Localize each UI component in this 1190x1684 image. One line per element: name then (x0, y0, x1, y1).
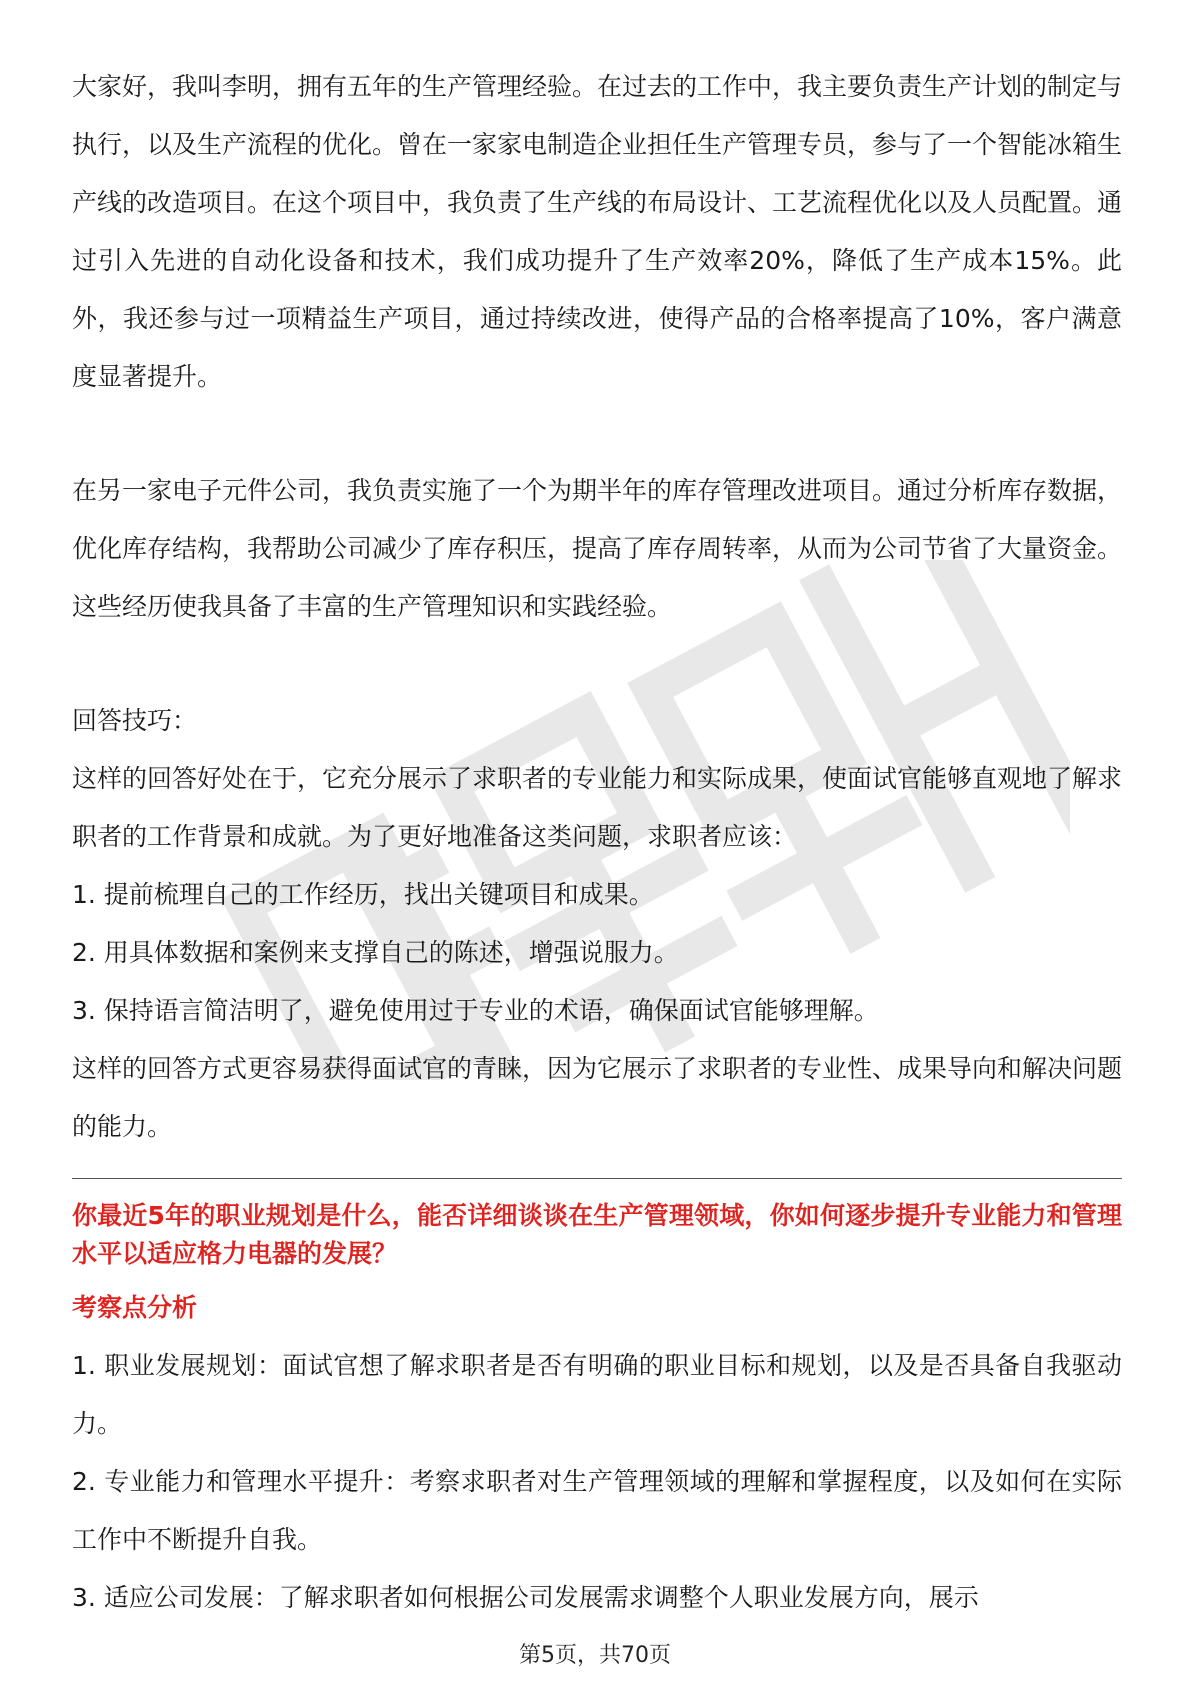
section-divider (72, 1178, 1122, 1179)
tips-conclusion: 这样的回答方式更容易获得面试官的青睐，因为它展示了求职者的专业性、成果导向和解决问题的能力。 (72, 1054, 1123, 1141)
analysis-item: 3. 适应公司发展：了解求职者如何根据公司发展需求调整个人职业发展方向，展示 (72, 1583, 979, 1612)
page-number-footer: 第5页，共70页 (519, 1643, 671, 1668)
tips-item: 3. 保持语言简洁明了，避免使用过于专业的术语，确保面试官能够理解。 (72, 996, 879, 1025)
tips-section (72, 692, 1122, 1156)
tips-intro: 这样的回答好处在于，它充分展示了求职者的专业能力和实际成果，使面试官能够直观地了解求职者的工作背景和成就。为了更好地准备这类问题，求职者应该： (72, 764, 1123, 851)
analysis-item: 2. 专业能力和管理水平提升：考察求职者对生产管理领域的理解和掌握程度，以及如何在实际工作中不断提升自我。 (72, 1467, 1122, 1554)
interview-question: 你最近5年的职业规划是什么，能否详细谈谈在生产管理领域，你如何逐步提升专业能力和管理水平以适应格力电器的发展？ (72, 1201, 1122, 1268)
tips-title: 回答技巧： (72, 706, 198, 735)
analysis-item: 1. 职业发展规划：面试官想了解求职者是否有明确的职业目标和规划，以及是否具备自我驱动力。 (72, 1351, 1122, 1438)
answer-paragraph-1: 大家好，我叫李明，拥有五年的生产管理经验。在过去的工作中，我主要负责生产计划的制定与执行，以及生产流程的优化。曾在一家家电制造企业担任生产管理专员，参与了一个智能冰箱生产线的改造项目。在这个项目中，我负责了生产线的布局设计、工艺流程优化以及人员配置。通过引入先进的自动化设备和技术，我们成功提升了生产效率20%，降低了生产成本15%。此外，我还参与过一项精益生产项目，通过持续改进，使得产品的合格率提高了10%，客户满意度显著提升。 (72, 72, 1123, 391)
answer-paragraph-2: 在另一家电子元件公司，我负责实施了一个为期半年的库存管理改进项目。通过分析库存数据，优化库存结构，我帮助公司减少了库存积压，提高了库存周转率，从而为公司节省了大量资金。这些经历使我具备了丰富的生产管理知识和实践经验。 (72, 476, 1123, 621)
analysis-list (72, 1337, 1122, 1627)
analysis-heading: 考察点分析 (72, 1293, 198, 1322)
main-content (72, 58, 1122, 1627)
tips-item: 1. 提前梳理自己的工作经历，找出关键项目和成果。 (72, 880, 654, 909)
tips-item: 2. 用具体数据和案例来支撑自己的陈述，增强说服力。 (72, 938, 679, 967)
